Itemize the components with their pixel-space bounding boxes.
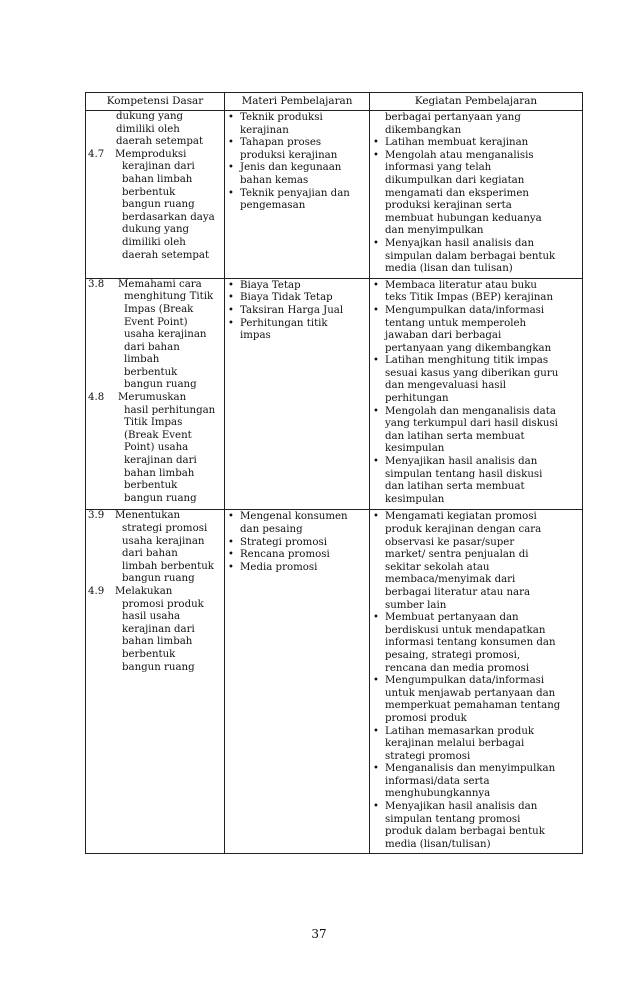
kd-text: usaha kerajinan [124, 329, 207, 341]
table-header-row [86, 93, 583, 111]
kegiatan-text: berdiskusi untuk mendapatkan [385, 624, 546, 636]
kd-text: limbah [124, 354, 160, 366]
kd-item-line [86, 561, 224, 574]
bullet: • [373, 405, 379, 417]
list-item [373, 511, 579, 524]
kd-item-line [86, 417, 224, 430]
kegiatan-text: membaca/menyimak dari [385, 574, 516, 586]
materi-text: Biaya Tidak Tetap [240, 292, 333, 304]
list-item-line [228, 330, 366, 343]
kegiatan-text: promosi produk [385, 712, 467, 724]
materi-text: impas [240, 330, 271, 342]
kd-continuation-line: dukung yang [116, 111, 184, 122]
kd-item-line [86, 342, 224, 355]
kd-item-line [86, 493, 224, 506]
kegiatan-cell [370, 278, 583, 510]
kegiatan-text: simpulan dalam berbagai bentuk [385, 250, 556, 262]
table-row [86, 111, 583, 279]
kd-item-line [86, 442, 224, 455]
list-item [373, 763, 579, 776]
kd-text: Impas (Break [124, 303, 194, 315]
kd-text: Merumuskan [118, 392, 187, 404]
kd-code: 4.9 [88, 585, 105, 597]
list-item-line [373, 663, 579, 676]
kompetensi-dasar-cell [86, 111, 225, 279]
list-item-line [228, 125, 366, 138]
kegiatan-text: Menyajikan hasil analisis dan [385, 801, 538, 813]
kd-item-line [86, 523, 224, 536]
kd-text: (Break Event [124, 429, 192, 441]
list-item-line [373, 688, 579, 701]
kegiatan-text: pertanyaan yang dikembangkan [385, 342, 552, 354]
list-item [228, 318, 366, 331]
kd-continuation-line: dimiliki oleh [116, 123, 180, 135]
kd-text: bahan limbah [122, 636, 193, 648]
materi-text: Jenis dan kegunaan [240, 162, 342, 174]
materi-text: dan pesaing [240, 524, 303, 535]
kegiatan-text: Membuat pertanyaan dan [385, 612, 519, 624]
kd-text: bangun ruang [122, 199, 195, 211]
kegiatan-text: Membaca literatur atau buku [385, 279, 537, 291]
kegiatan-text: sumber lain [385, 599, 447, 611]
bullet: • [228, 162, 234, 174]
materi-cell [225, 111, 370, 279]
bullet: • [228, 187, 234, 199]
kd-text: kerajinan dari [122, 161, 195, 173]
kd-code: 4.8 [88, 392, 105, 404]
kegiatan-text: dan menyimpulkan [385, 225, 484, 237]
kegiatan-text: produk kerajinan dengan cara [385, 524, 542, 535]
list-item-line [373, 826, 579, 839]
header-kegiatan-pembelajaran: Kegiatan Pembelajaran [370, 93, 583, 111]
kd-text: Event Point) [124, 316, 188, 328]
kegiatan-text: membuat hubungan keduanya [385, 212, 542, 224]
kegiatan-text: informasi yang telah [385, 162, 492, 174]
kegiatan-list [370, 279, 582, 509]
list-item [228, 511, 366, 524]
list-item-line [373, 574, 579, 587]
list-item [228, 305, 366, 318]
kd-text: hasil perhitungan [124, 404, 216, 416]
kd-text: dimiliki oleh [122, 236, 186, 248]
list-item [228, 280, 366, 293]
kegiatan-text: rencana dan media promosi [385, 662, 530, 674]
kegiatan-text: kesimpulan [385, 493, 445, 505]
list-item [373, 726, 579, 739]
kegiatan-text: kerajinan melalui berbagai [385, 738, 525, 750]
list-item-line [373, 175, 579, 188]
list-item-line [373, 292, 579, 305]
kegiatan-text: produk dalam berbagai bentuk [385, 826, 545, 838]
materi-text: Teknik produksi [240, 112, 323, 123]
bullet: • [373, 149, 379, 161]
kd-text: Memahami cara [118, 278, 202, 290]
bullet: • [373, 237, 379, 249]
bullet: • [373, 279, 379, 291]
bullet: • [373, 612, 379, 624]
kegiatan-text: untuk menjawab pertanyaan dan [385, 687, 556, 699]
kegiatan-list [370, 137, 582, 278]
list-item-line [373, 814, 579, 827]
kd-item-line [86, 250, 224, 263]
list-item-line [373, 263, 579, 276]
list-item-line [373, 431, 579, 444]
kd-text: Titik Impas [124, 417, 183, 429]
kd-item-line [86, 573, 224, 586]
kompetensi-dasar-cell [86, 510, 225, 854]
kd-code: 3.8 [88, 278, 105, 290]
kd-item-line [86, 649, 224, 662]
kegiatan-text: media (lisan/tulisan) [385, 838, 491, 850]
kegiatan-text: teks Titik Impas (BEP) kerajinan [385, 292, 554, 304]
table-row [86, 278, 583, 510]
list-item-line [373, 788, 579, 801]
list-item-line [373, 368, 579, 381]
bullet: • [373, 304, 379, 316]
list-item [373, 137, 579, 150]
kd-text: strategi promosi [122, 523, 208, 534]
kd-item [86, 510, 224, 523]
list-item-line [373, 537, 579, 550]
list-item-line [373, 549, 579, 562]
kd-item-line [86, 304, 224, 317]
kegiatan-text: Latihan menghitung titik impas [385, 355, 549, 367]
list-item [228, 537, 366, 550]
kompetensi-dasar-cell [86, 278, 225, 510]
kegiatan-text: Latihan memasarkan produk [385, 725, 535, 737]
kd-item-line [86, 636, 224, 649]
list-item-line [373, 481, 579, 494]
kegiatan-text: informasi tentang konsumen dan [385, 637, 556, 649]
materi-text: Taksiran Harga Jual [240, 304, 344, 316]
bullet: • [228, 317, 234, 329]
list-item-line [373, 251, 579, 264]
kegiatan-cell [370, 111, 583, 279]
materi-text: Rencana promosi [240, 549, 330, 561]
kd-text: kerajinan dari [124, 455, 197, 467]
list-item-line [373, 713, 579, 726]
list-item-line [373, 600, 579, 613]
kegiatan-text: Menganalisis dan menyimpulkan [385, 763, 556, 775]
kegiatan-text: pesaing, strategi promosi, [385, 649, 521, 661]
kegiatan-text: simpulan tentang hasil diskusi [385, 468, 543, 480]
header-kompetensi-dasar: Kompetensi Dasar [86, 93, 225, 111]
list-item [373, 355, 579, 368]
kegiatan-text: berbagai literatur atau nara [385, 586, 531, 598]
kd-item-line [86, 468, 224, 481]
list-item [373, 238, 579, 251]
kegiatan-text: dan mengevaluasi hasil [385, 380, 507, 392]
list-item [228, 292, 366, 305]
list-item-line [373, 318, 579, 331]
kd-text: limbah berbentuk [122, 560, 214, 572]
list-item [373, 150, 579, 163]
list-item-line [373, 751, 579, 764]
list-item [228, 137, 366, 150]
kegiatan-text: dan latihan serta membuat [385, 481, 525, 493]
kegiatan-text: kesimpulan [385, 443, 445, 455]
kd-text: berbentuk [122, 186, 176, 198]
bullet: • [228, 292, 234, 304]
bullet: • [373, 137, 379, 149]
kegiatan-text: Menyajkan hasil analisis dan [385, 237, 535, 249]
list-item-line [373, 343, 579, 356]
kd-code: 4.7 [88, 148, 105, 160]
materi-text: Media promosi [240, 561, 318, 573]
kd-item-line [86, 624, 224, 637]
kd-text: dari bahan [124, 341, 180, 353]
bullet: • [228, 511, 234, 523]
kd-item [86, 586, 224, 599]
kegiatan-text: Mengolah dan menganalisis data [385, 405, 556, 417]
kd-text: kerajinan dari [122, 623, 195, 635]
kegiatan-text: yang terkumpul dari hasil diskusi [385, 418, 558, 430]
kd-item [86, 149, 224, 162]
kd-text: berbentuk [124, 366, 178, 378]
list-item [373, 456, 579, 469]
list-item-line [228, 524, 366, 537]
materi-text: kerajinan [240, 124, 289, 136]
bullet: • [373, 763, 379, 775]
kegiatan-text: sesuai kasus yang diberikan guru [385, 367, 559, 379]
kegiatan-text: Latihan membuat kerajinan [385, 137, 529, 149]
list-item [228, 562, 366, 575]
kd-item-line [86, 187, 224, 200]
kegiatan-text: mengamati dan eksperimen [385, 187, 529, 199]
list-item-line [373, 738, 579, 751]
kegiatan-text: strategi promosi [385, 750, 471, 762]
kd-text: bangun ruang [124, 379, 197, 391]
kd-text: Memproduksi [115, 148, 187, 160]
materi-text: produksi kerajinan [240, 149, 338, 161]
kd-item-line [86, 237, 224, 250]
kd-text: Melakukan [115, 585, 173, 597]
list-item-line [228, 200, 366, 213]
kd-item-line [86, 354, 224, 367]
bullet: • [373, 456, 379, 468]
table-body [86, 111, 583, 854]
kd-text: hasil usaha [122, 611, 181, 623]
list-item-line [373, 393, 579, 406]
kd-item-line [86, 430, 224, 443]
kegiatan-text: perhitungan [385, 393, 449, 405]
bullet: • [228, 561, 234, 573]
list-item [373, 801, 579, 814]
list-item [373, 612, 579, 625]
kd-text: berbentuk [122, 648, 176, 660]
kegiatan-text: market/ sentra penjualan di [385, 549, 529, 561]
list-item-line [373, 225, 579, 238]
list-item-line [373, 330, 579, 343]
kd-item-line [86, 199, 224, 212]
kegiatan-text: sekitar sekolah atau [385, 561, 490, 573]
kegiatan-text: informasi/data serta [385, 775, 490, 787]
kegiatan-list [370, 510, 582, 853]
bullet: • [373, 725, 379, 737]
kd-text: Menentukan [115, 510, 181, 522]
bullet: • [373, 675, 379, 687]
list-item-line [373, 494, 579, 507]
kegiatan-text: Mengumpulkan data/informasi [385, 304, 545, 316]
kd-text: menghitung Titik [124, 291, 214, 303]
kd-text: dari bahan [122, 548, 178, 560]
kd-item-line [86, 174, 224, 187]
kegiatan-text: Menyajikan hasil analisis dan [385, 456, 538, 468]
kd-item-line [86, 536, 224, 549]
kd-text: usaha kerajinan [122, 535, 205, 547]
kd-text: promosi produk [122, 598, 204, 610]
kd-text: berbentuk [124, 480, 178, 492]
list-item [373, 280, 579, 293]
kd-text: bahan limbah [124, 467, 195, 479]
kegiatan-text: memperkuat pemahaman tentang [385, 700, 561, 712]
bullet: • [228, 304, 234, 316]
bullet: • [228, 549, 234, 561]
kegiatan-text: tentang untuk memperoleh [385, 317, 527, 329]
list-item-line [373, 650, 579, 663]
materi-text: Mengenal konsumen [240, 511, 348, 523]
kd-item-line [86, 161, 224, 174]
list-item-line [373, 443, 579, 456]
table-row [86, 510, 583, 854]
materi-cell [225, 278, 370, 510]
kd-text: daerah setempat [122, 249, 210, 261]
materi-text: Tahapan proses [240, 137, 322, 149]
list-item [373, 675, 579, 688]
kd-item-line [86, 548, 224, 561]
kd-text: bangun ruang [122, 573, 195, 585]
kd-item-line [86, 379, 224, 392]
kd-item-line [86, 291, 224, 304]
kd-item-line [86, 405, 224, 418]
list-item-line [373, 562, 579, 575]
list-item-line [373, 625, 579, 638]
kd-item-line [86, 212, 224, 225]
kegiatan-text: observasi ke pasar/super [385, 536, 515, 548]
list-item-line [373, 637, 579, 650]
kegiatan-continuation-line: dikembangkan [385, 124, 462, 136]
kegiatan-continuation-line: berbagai pertanyaan yang [385, 112, 521, 123]
page-number: 37 [311, 927, 327, 941]
header-materi-pembelajaran: Materi Pembelajaran [225, 93, 370, 111]
list-item-line [373, 469, 579, 482]
bullet: • [228, 536, 234, 548]
kd-text: bangun ruang [122, 661, 195, 673]
list-item [373, 406, 579, 419]
list-item [228, 162, 366, 175]
list-item [373, 305, 579, 318]
kegiatan-text: Mengumpulkan data/informasi [385, 675, 545, 687]
bullet: • [373, 801, 379, 813]
bullet: • [373, 355, 379, 367]
materi-text: Strategi promosi [240, 536, 327, 548]
kd-item-line [86, 611, 224, 624]
kd-item-line [86, 480, 224, 493]
kd-continuation-line: daerah setempat [116, 136, 204, 148]
kegiatan-text: dan latihan serta membuat [385, 430, 525, 442]
list-item-line [373, 418, 579, 431]
kd-text: bahan limbah [122, 173, 193, 185]
list-item-line [373, 587, 579, 600]
kd-item-line [86, 662, 224, 675]
kegiatan-cell [370, 510, 583, 854]
materi-text: Perhitungan titik [240, 317, 328, 329]
list-item-line [373, 700, 579, 713]
materi-text: bahan kemas [240, 174, 309, 186]
kd-item-line [86, 367, 224, 380]
bullet: • [228, 112, 234, 123]
list-item [228, 112, 366, 125]
bullet: • [228, 279, 234, 291]
kd-item-line [86, 317, 224, 330]
kd-item-line [86, 455, 224, 468]
bullet: • [228, 137, 234, 149]
kd-text: dukung yang [122, 224, 190, 236]
materi-text: pengemasan [240, 200, 306, 212]
kd-item [86, 279, 224, 292]
materi-cell [225, 510, 370, 854]
list-item [228, 549, 366, 562]
list-item-line [373, 213, 579, 226]
kegiatan-text: Mengolah atau menganalisis [385, 149, 534, 161]
kegiatan-text: jawaban dari berbagai [385, 330, 502, 342]
list-item-line [373, 188, 579, 201]
kd-code: 3.9 [88, 510, 105, 522]
list-item-line [373, 524, 579, 537]
materi-list [225, 111, 369, 215]
list-item-line [373, 776, 579, 789]
materi-list [225, 510, 369, 576]
kd-text: bangun ruang [124, 492, 197, 504]
materi-text: Teknik penyajian dan [240, 187, 350, 199]
kegiatan-text: dikumpulkan dari kegiatan [385, 174, 525, 186]
list-item-line [228, 150, 366, 163]
kd-item-line [86, 599, 224, 612]
kd-text: Point) usaha [124, 442, 189, 454]
list-item-line [228, 175, 366, 188]
kd-text: berdasarkan daya [122, 211, 215, 223]
list-item-line [373, 839, 579, 852]
list-item-line [373, 162, 579, 175]
curriculum-table [85, 92, 583, 854]
materi-list [225, 279, 369, 345]
kegiatan-text: Mengamati kegiatan promosi [385, 511, 537, 523]
kegiatan-text: menghubungkannya [385, 788, 491, 800]
kegiatan-text: media (lisan dan tulisan) [385, 263, 513, 275]
kegiatan-text: produksi kerajinan serta [385, 200, 512, 212]
kegiatan-text: simpulan tentang promosi [385, 813, 521, 825]
bullet: • [373, 511, 379, 523]
list-item-line [373, 380, 579, 393]
kd-item [86, 392, 224, 405]
list-item-line [373, 200, 579, 213]
kd-item-line [86, 224, 224, 237]
list-item [228, 188, 366, 201]
materi-text: Biaya Tetap [240, 279, 301, 291]
kd-item-line [86, 329, 224, 342]
